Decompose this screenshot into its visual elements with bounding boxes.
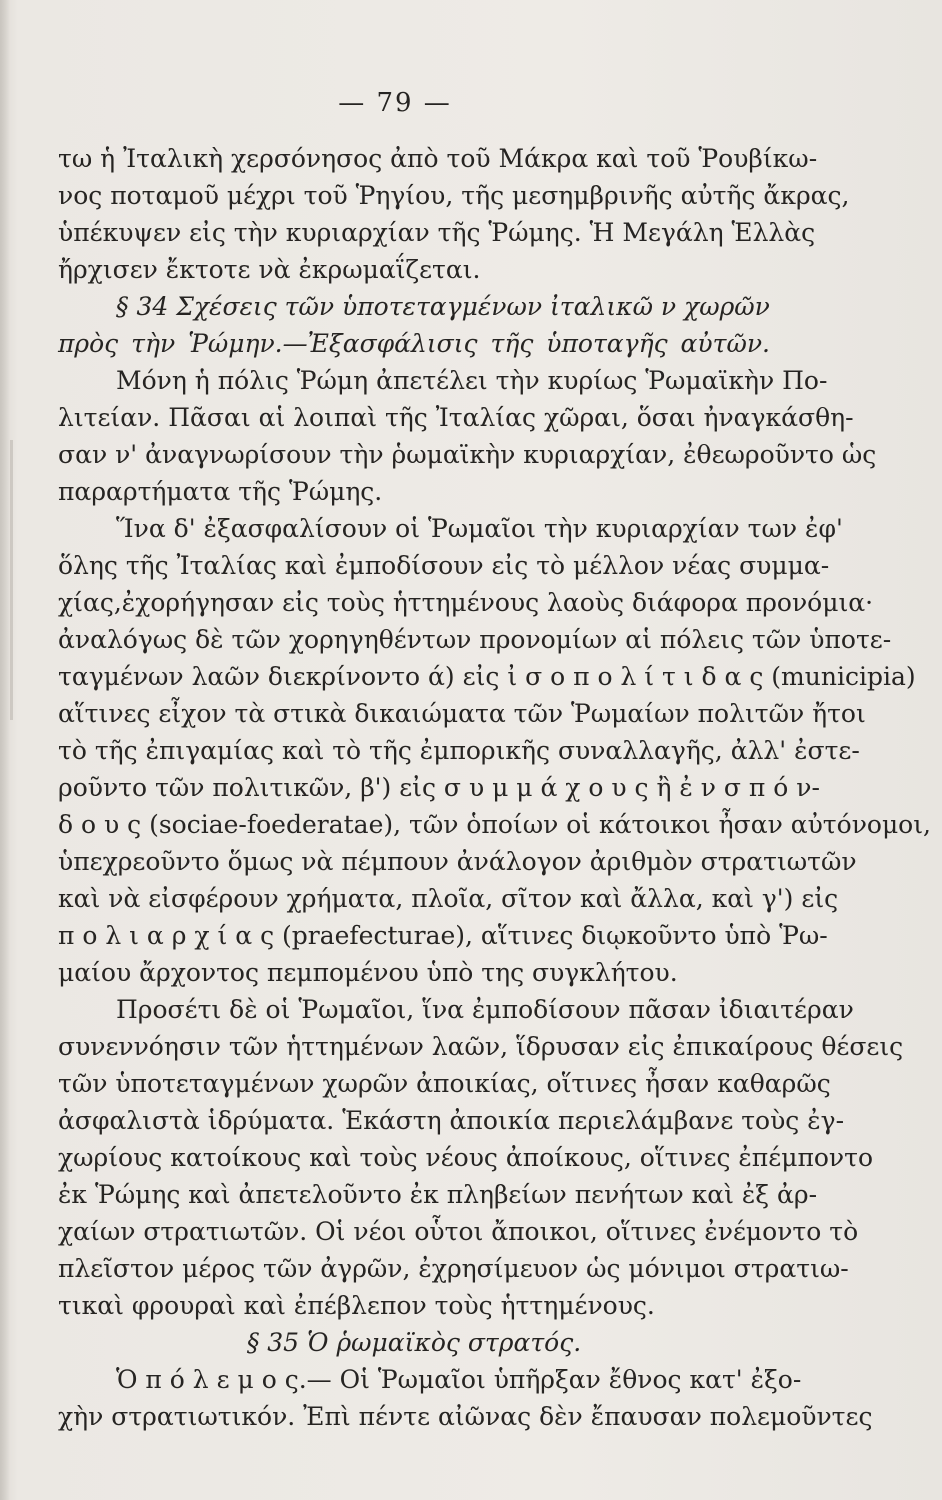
text-line: παραρτήματα τῆς Ῥώμης.: [58, 477, 383, 506]
text-line: τὸ τῆς ἐπιγαμίας καὶ τὸ τῆς ἐμπορικῆς συναλλαγῆς, ἀλλ' ἐστε-: [58, 736, 860, 765]
text-line: ἀναλόγως δὲ τῶν χορηγηθέντων προνομίων αἱ πόλεις τῶν ὑποτε-: [58, 625, 892, 654]
text-line: τῶν ὑποτεταγμένων χωρῶν ἀποικίας, οἵτινες ἦσαν καθαρῶς: [58, 1069, 831, 1098]
body-text: [58, 140, 931, 1435]
text-line: τω ἡ Ἰταλικὴ χερσόνησος ἀπὸ τοῦ Μάκρα καὶ τοῦ Ῥουβίκω-: [58, 144, 818, 173]
page-edge-shadow: [0, 0, 10, 1500]
text-line: ταγμένων λαῶν διεκρίνοντο ά) εἰς ἰ σ ο π ο λ ί τ ι δ α ς (municipia): [58, 662, 916, 691]
text-line: ἤρχισεν ἔκτοτε νὰ ἐκρωμαΐζεται.: [58, 255, 481, 284]
text-line: ἐκ Ῥώμης καὶ ἀπετελοῦντο ἐκ πληβείων πενήτων καὶ ἐξ ἀρ-: [58, 1180, 818, 1209]
text-line: Ὁ π ό λ ε μ ο ς.— Οἱ Ῥωμαῖοι ὑπῆρξαν ἔθνος κατ' ἐξο-: [116, 1365, 802, 1394]
text-line: πλεῖστον μέρος τῶν ἀγρῶν, ἐχρησίμευον ὡς μόνιμοι στρατιω-: [58, 1254, 849, 1283]
text-line: Ἵνα δ' ἐξασφαλίσουν οἱ Ῥωμαῖοι τὴν κυριαρχίαν των ἐφ': [116, 514, 843, 543]
text-line: αἵτινες εἶχον τὰ στικὰ δικαιώματα τῶν Ῥωμαίων πολιτῶν ἤτοι: [58, 699, 866, 728]
section-heading-34: § 34 Σχέσεις τῶν ὑποτεταγμένων ἰταλικῶ ν χωρῶν: [116, 292, 770, 321]
page-number: — 79 —: [338, 88, 452, 118]
text-line: ὑπεχρεοῦντο ὅμως νὰ πέμπουν ἀνάλογον ἀριθμὸν στρατιωτῶν: [58, 847, 857, 876]
text-line: λιτείαν. Πᾶσαι αἱ λοιπαὶ τῆς Ἰταλίας χῶραι, ὅσαι ἠναγκάσθη-: [58, 403, 854, 432]
text-line: Μόνη ἡ πόλις Ῥώμη ἀπετέλει τὴν κυρίως Ῥωμαϊκὴν Πο-: [116, 366, 828, 395]
text-line: ὅλης τῆς Ἰταλίας καὶ ἐμποδίσουν εἰς τὸ μέλλον νέας συμμα-: [58, 551, 830, 580]
text-line: ροῦντο τῶν πολιτικῶν, β') εἰς σ υ μ μ ά χ ο υ ς ἢ ἐ ν σ π ό ν-: [58, 773, 820, 802]
text-line: π ο λ ι α ρ χ ί α ς (praefecturae), αἵτινες διῳκοῦντο ὑπὸ Ῥω-: [58, 921, 828, 950]
text-line: Προσέτι δὲ οἱ Ῥωμαῖοι, ἵνα ἐμποδίσουν πᾶσαν ἰδιαιτέραν: [116, 995, 854, 1024]
text-line: ἀσφαλιστὰ ἱδρύματα. Ἑκάστη ἀποικία περιελάμβανε τοὺς ἐγ-: [58, 1106, 845, 1135]
text-line: καὶ νὰ εἰσφέρουν χρήματα, πλοῖα, σῖτον καὶ ἄλλα, καὶ γ') εἰς: [58, 884, 839, 913]
margin-mark: [10, 440, 13, 720]
text-line: δ ο υ ς (sociae-foederatae), τῶν ὁποίων οἱ κάτοικοι ἦσαν αὐτόνομοι,: [58, 810, 931, 839]
text-line: χαίων στρατιωτῶν. Οἱ νέοι οὗτοι ἄποικοι, οἵτινες ἐνέμοντο τὸ: [58, 1217, 859, 1246]
text-line: σαν ν' ἀναγνωρίσουν τὴν ῥωμαϊκὴν κυριαρχίαν, ἐθεωροῦντο ὡς: [58, 440, 877, 469]
text-line: μαίου ἄρχοντος πεμπομένου ὑπὸ της συγκλήτου.: [58, 958, 678, 987]
section-heading-35: § 35 Ὁ ῥωμαϊκὸς στρατός.: [246, 1328, 582, 1357]
text-line: συνεννόησιν τῶν ἡττημένων λαῶν, ἵδρυσαν εἰς ἐπικαίρους θέσεις: [58, 1032, 904, 1061]
section-heading-34-cont: πρὸς τὴν Ῥώμην.—Ἐξασφάλισις τῆς ὑποταγῆς αὐτῶν.: [58, 329, 770, 358]
text-line: νος ποταμοῦ μέχρι τοῦ Ῥηγίου, τῆς μεσημβρινῆς αὐτῆς ἄκρας,: [58, 181, 850, 210]
text-line: ὑπέκυψεν εἰς τὴν κυριαρχίαν τῆς Ῥώμης. Ἡ Μεγάλη Ἑλλὰς: [58, 218, 816, 247]
text-line: χὴν στρατιωτικόν. Ἐπὶ πέντε αἰῶνας δὲν ἔπαυσαν πολεμοῦντες: [58, 1402, 873, 1431]
text-line: τικαὶ φρουραὶ καὶ ἐπέβλεπον τοὺς ἡττημένους.: [58, 1291, 655, 1320]
text-line: χίας,ἐχορήγησαν εἰς τοὺς ἡττημένους λαοὺς διάφορα προνόμια·: [58, 588, 874, 617]
text-line: χωρίους κατοίκους καὶ τοὺς νέους ἀποίκους, οἵτινες ἐπέμποντο: [58, 1143, 874, 1172]
